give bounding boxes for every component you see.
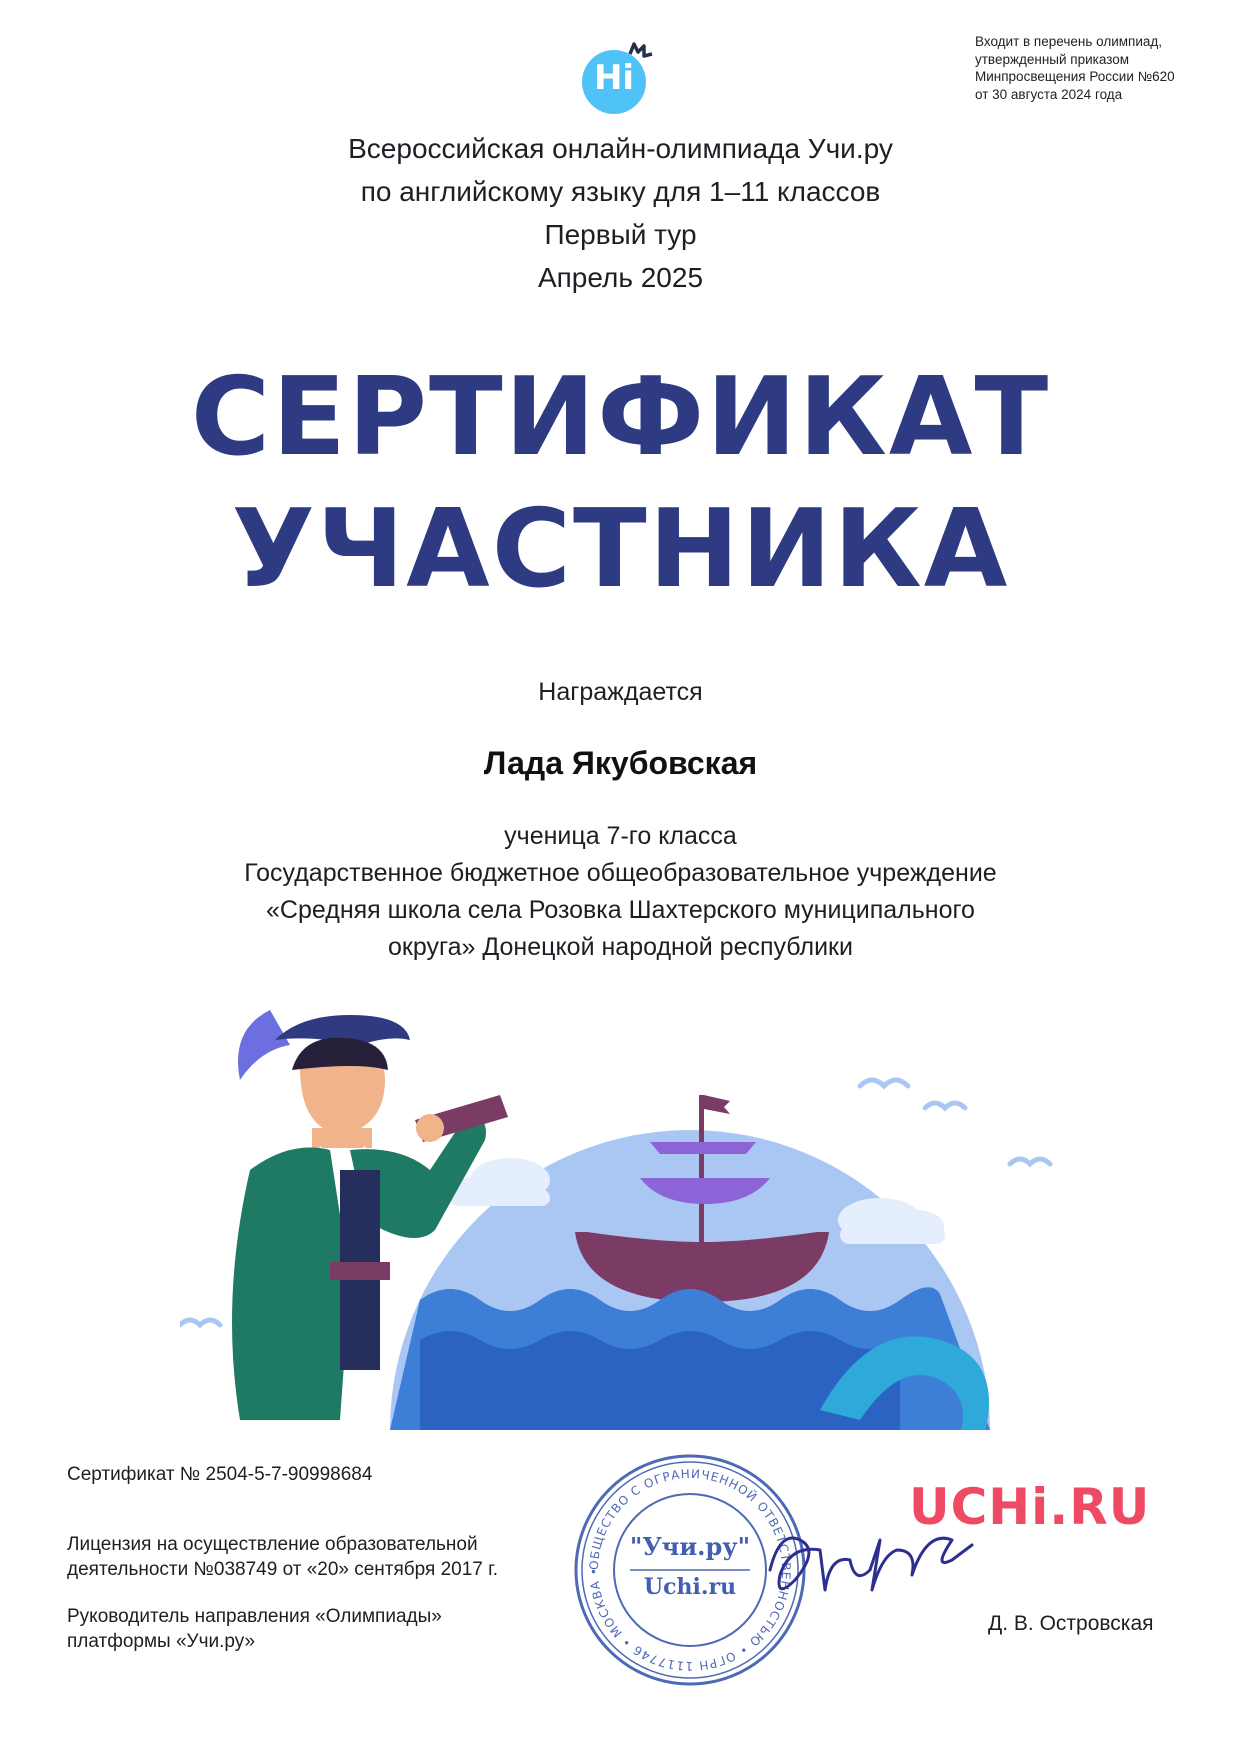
certificate-title-line1: СЕРТИФИКАТ	[190, 355, 1051, 480]
olympiad-round: Первый тур	[544, 219, 697, 250]
signer-role-line: платформы «Учи.ру»	[67, 1631, 256, 1652]
uchi-logo: UCHi.RU	[909, 1478, 1151, 1536]
awarded-label: Награждается	[538, 678, 703, 706]
sea-wave	[420, 1331, 900, 1430]
signer-role	[67, 1604, 442, 1654]
note-line: утвержденный приказом	[975, 51, 1130, 67]
hi-logo-text: Hi	[593, 58, 635, 98]
certificate-number: Сертификат № 2504-5-7-90998684	[67, 1464, 373, 1485]
stamp-ring-text: ОБЩЕСТВО С ОГРАНИЧЕННОЙ ОТВЕТСТВЕННОСТЬЮ • ОГРН 1117746 • МОСКВА •	[586, 1466, 794, 1674]
note-line: Минпросвещения России №620	[975, 69, 1175, 84]
pirate-illustration	[180, 1000, 1080, 1460]
cloud-icon	[838, 1198, 945, 1244]
hi-logo	[578, 40, 654, 116]
signer-role-line: Руководитель направления «Олимпиады»	[67, 1606, 442, 1627]
stamp-name-en: Uchi.ru	[643, 1574, 737, 1600]
note-line: от 30 августа 2024 года	[975, 86, 1123, 102]
license-line: деятельности №038749 от «20» сентября 2017 г.	[67, 1559, 499, 1580]
student-grade: ученица 7-го класса	[504, 822, 737, 850]
olympiad-name: Всероссийская онлайн-олимпиада Учи.ру	[348, 133, 893, 164]
note-line: Входит в перечень олимпиад,	[975, 34, 1163, 49]
olympiad-subject: по английскому языку для 1–11 классов	[360, 176, 881, 207]
olympiad-date: Апрель 2025	[537, 262, 704, 293]
olympiad-list-note	[975, 33, 1225, 103]
recipient-name: Лада Якубовская	[483, 745, 758, 781]
license-info	[67, 1532, 498, 1582]
school-line: округа» Донецкой народной республики	[388, 933, 853, 961]
stamp-name-ru: "Учи.ру"	[629, 1532, 751, 1561]
school-line: Государственное бюджетное общеобразовательное учреждение	[244, 859, 997, 887]
school-line: «Средняя школа села Розовка Шахтерского муниципального	[266, 896, 975, 924]
certificate-title-line2: УЧАСТНИКА	[231, 487, 1010, 612]
license-line: Лицензия на осуществление образовательной	[67, 1534, 478, 1555]
signer-name: Д. В. Островская	[988, 1612, 1154, 1635]
